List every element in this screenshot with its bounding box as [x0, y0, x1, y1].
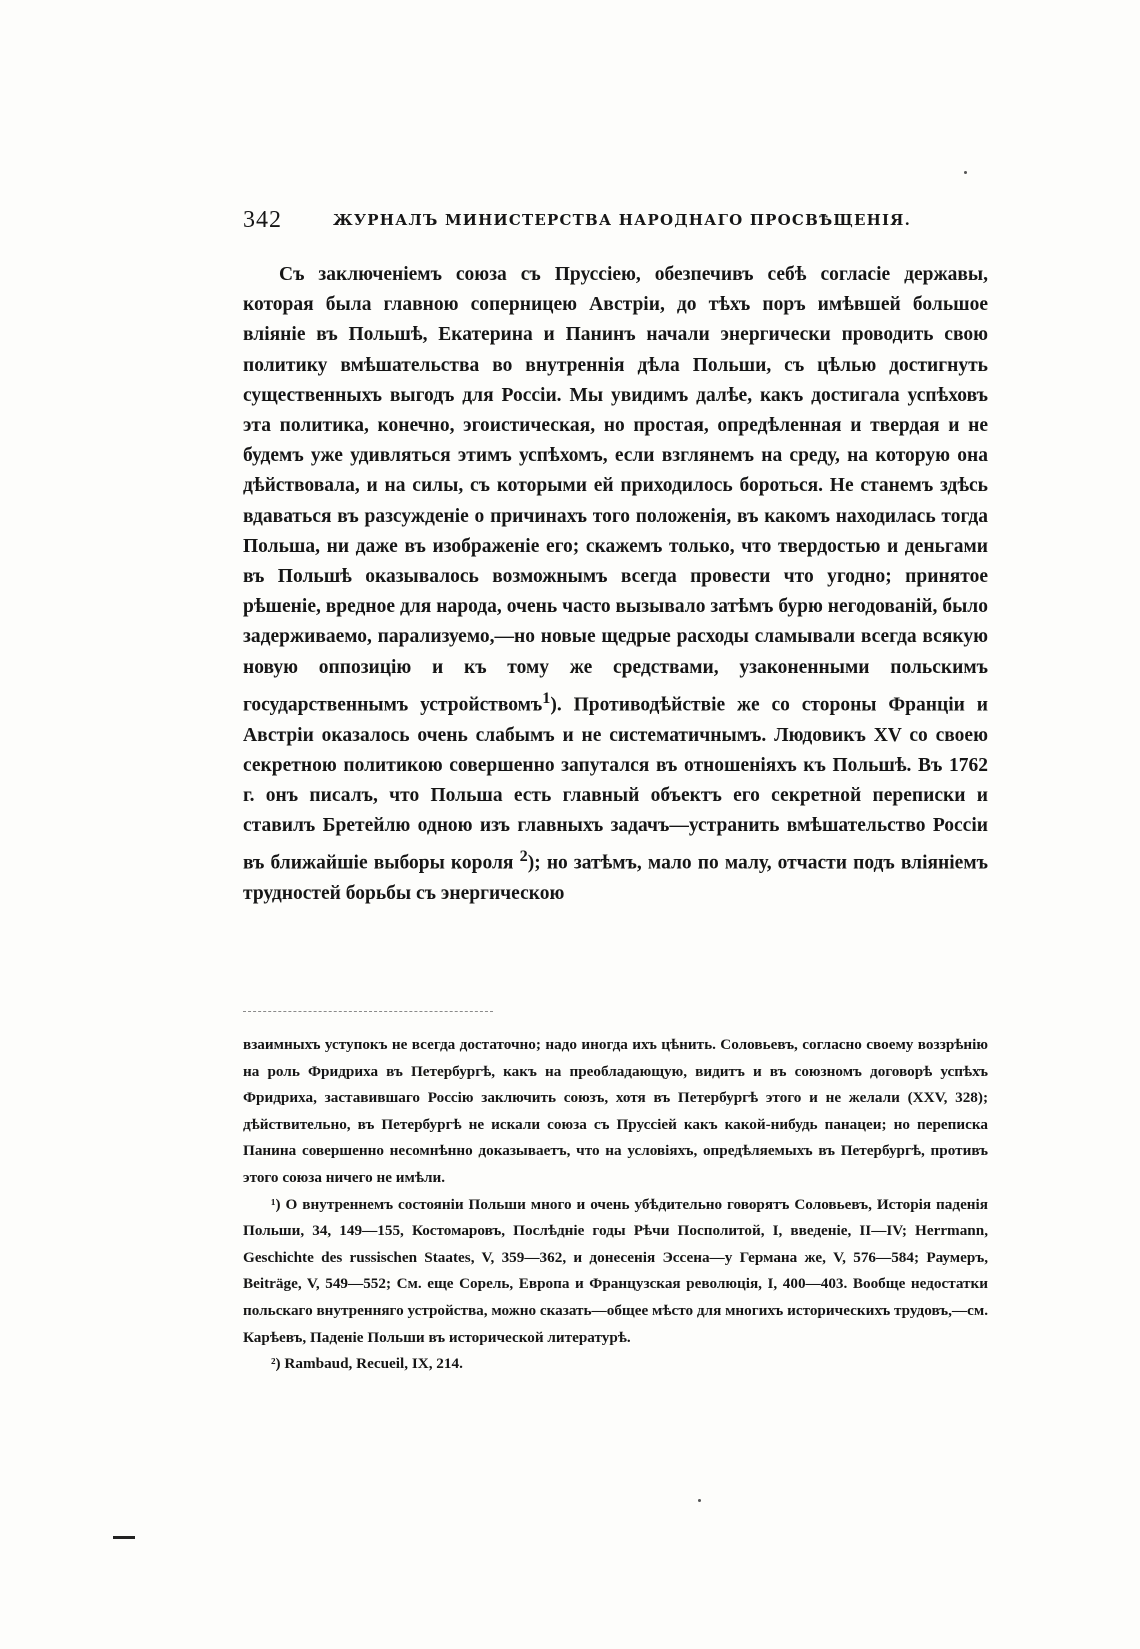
paragraph-text-continued: ). Противодѣйствіе же со стороны Франціи и Австріи оказалось очень слабымъ и не систематичнымъ. Людовикъ XV со своею секретною политикою совершенно запутался въ отношеніяхъ къ Польшѣ. Въ 1762 г. онъ писалъ, что Польша есть главный объектъ его секретной переписки и ставилъ Бретейлю одною изъ главныхъ задачъ—устранить вмѣшательство Россіи въ ближайшіе выборы короля [243, 694, 988, 874]
main-paragraph [243, 260, 988, 909]
scan-artifact-dot [964, 171, 967, 174]
footnote-ref-2: 2 [519, 847, 528, 866]
running-title: ЖУРНАЛЪ МИНИСТЕРСТВА НАРОДНАГО ПРОСВѢЩЕНІЯ. [333, 211, 912, 229]
page-header [243, 207, 988, 237]
page-number: 342 [243, 207, 282, 233]
footnote-divider [243, 1011, 493, 1012]
scan-artifact-dot [698, 1499, 701, 1502]
paragraph-text-end: ); но затѣмъ, мало по малу, отчасти подъ вліяніемъ трудностей борьбы съ энергическою [243, 852, 988, 905]
footnote-1: ¹) О внутреннемъ состояніи Польши много и очень убѣдительно говорятъ Соловьевъ, Исторія паденія Польши, 34, 149—155, Костомаровъ, Послѣдніе годы Рѣчи Посполитой, I, введеніе, II—IV; Herrmann, Geschichte des russischen Staates, V, 359—362, и донесенія Эссена—у Германа же, V, 576—584; Раумеръ, Beiträge, V, 549—552; См. еще Сорель, Европа и Французская революція, I, 400—403. Вообще недостатки польскаго внутренняго устройства, можно сказать—общее мѣсто для многихъ историческихъ трудовъ,—см. Карѣевъ, Паденіе Польши въ исторической литературѣ. [243, 1195, 988, 1346]
footnote-2: ²) Rambaud, Recueil, IX, 214. [271, 1355, 463, 1373]
footnotes-block [243, 1032, 988, 1378]
footnote-ref-1: 1 [542, 688, 551, 707]
paragraph-text: Съ заключеніемъ союза съ Пруссіею, обезпечивъ себѣ согласіе державы, которая была главною соперницею Австріи, до тѣхъ поръ имѣвшей большое вліяніе въ Польшѣ, Екатерина и Панинъ начали энергически проводить свою политику вмѣшательства во внутреннія дѣла Польши, съ цѣлью достигнуть существенныхъ выгодъ для Россіи. Мы увидимъ далѣе, какъ достигала успѣховъ эта политика, конечно, эгоистическая, но простая, опредѣленная и твердая и не будемъ уже удивляться этимъ успѣхомъ, если взглянемъ на среду, на которую она дѣйствовала, и на силы, съ которыми ей приходилось бороться. Не станемъ здѣсь вдаваться въ разсужденіе о причинахъ того положенія, въ какомъ находилась тогда Польша, ни даже въ изображеніе его; скажемъ только, что твердостью и деньгами въ Польшѣ оказывалось возможнымъ всегда провести что угодно; принятое рѣшеніе, вредное для народа, очень часто вызывало затѣмъ бурю негодованій, было задерживаемо, парализуемо,—но новые щедрые расходы сламывали всегда всякую новую оппозицію и къ тому же средствами, узаконенными польскимъ государственнымъ устройствомъ [243, 264, 988, 716]
footnote-continuation: взаимныхъ уступокъ не всегда достаточно; надо иногда ихъ цѣнить. Соловьевъ, согласно своему воззрѣнію на роль Фридриха въ Петербургѣ, какъ на преобладающую, видитъ и въ союзномъ договорѣ успѣхъ Фридриха, заставившаго Россію заключить союзъ, хотя въ Петербургѣ этого и не желали (XXV, 328); дѣйствительно, въ Петербургѣ не искали союза съ Пруссіей какъ какой-нибудь панацеи; но переписка Панина совершенно несомнѣнно доказываетъ, что на условіяхъ, опредѣляемыхъ въ Петербургѣ, противъ этого союза ничего не имѣли. [243, 1036, 988, 1186]
scan-artifact-mark [113, 1536, 135, 1539]
